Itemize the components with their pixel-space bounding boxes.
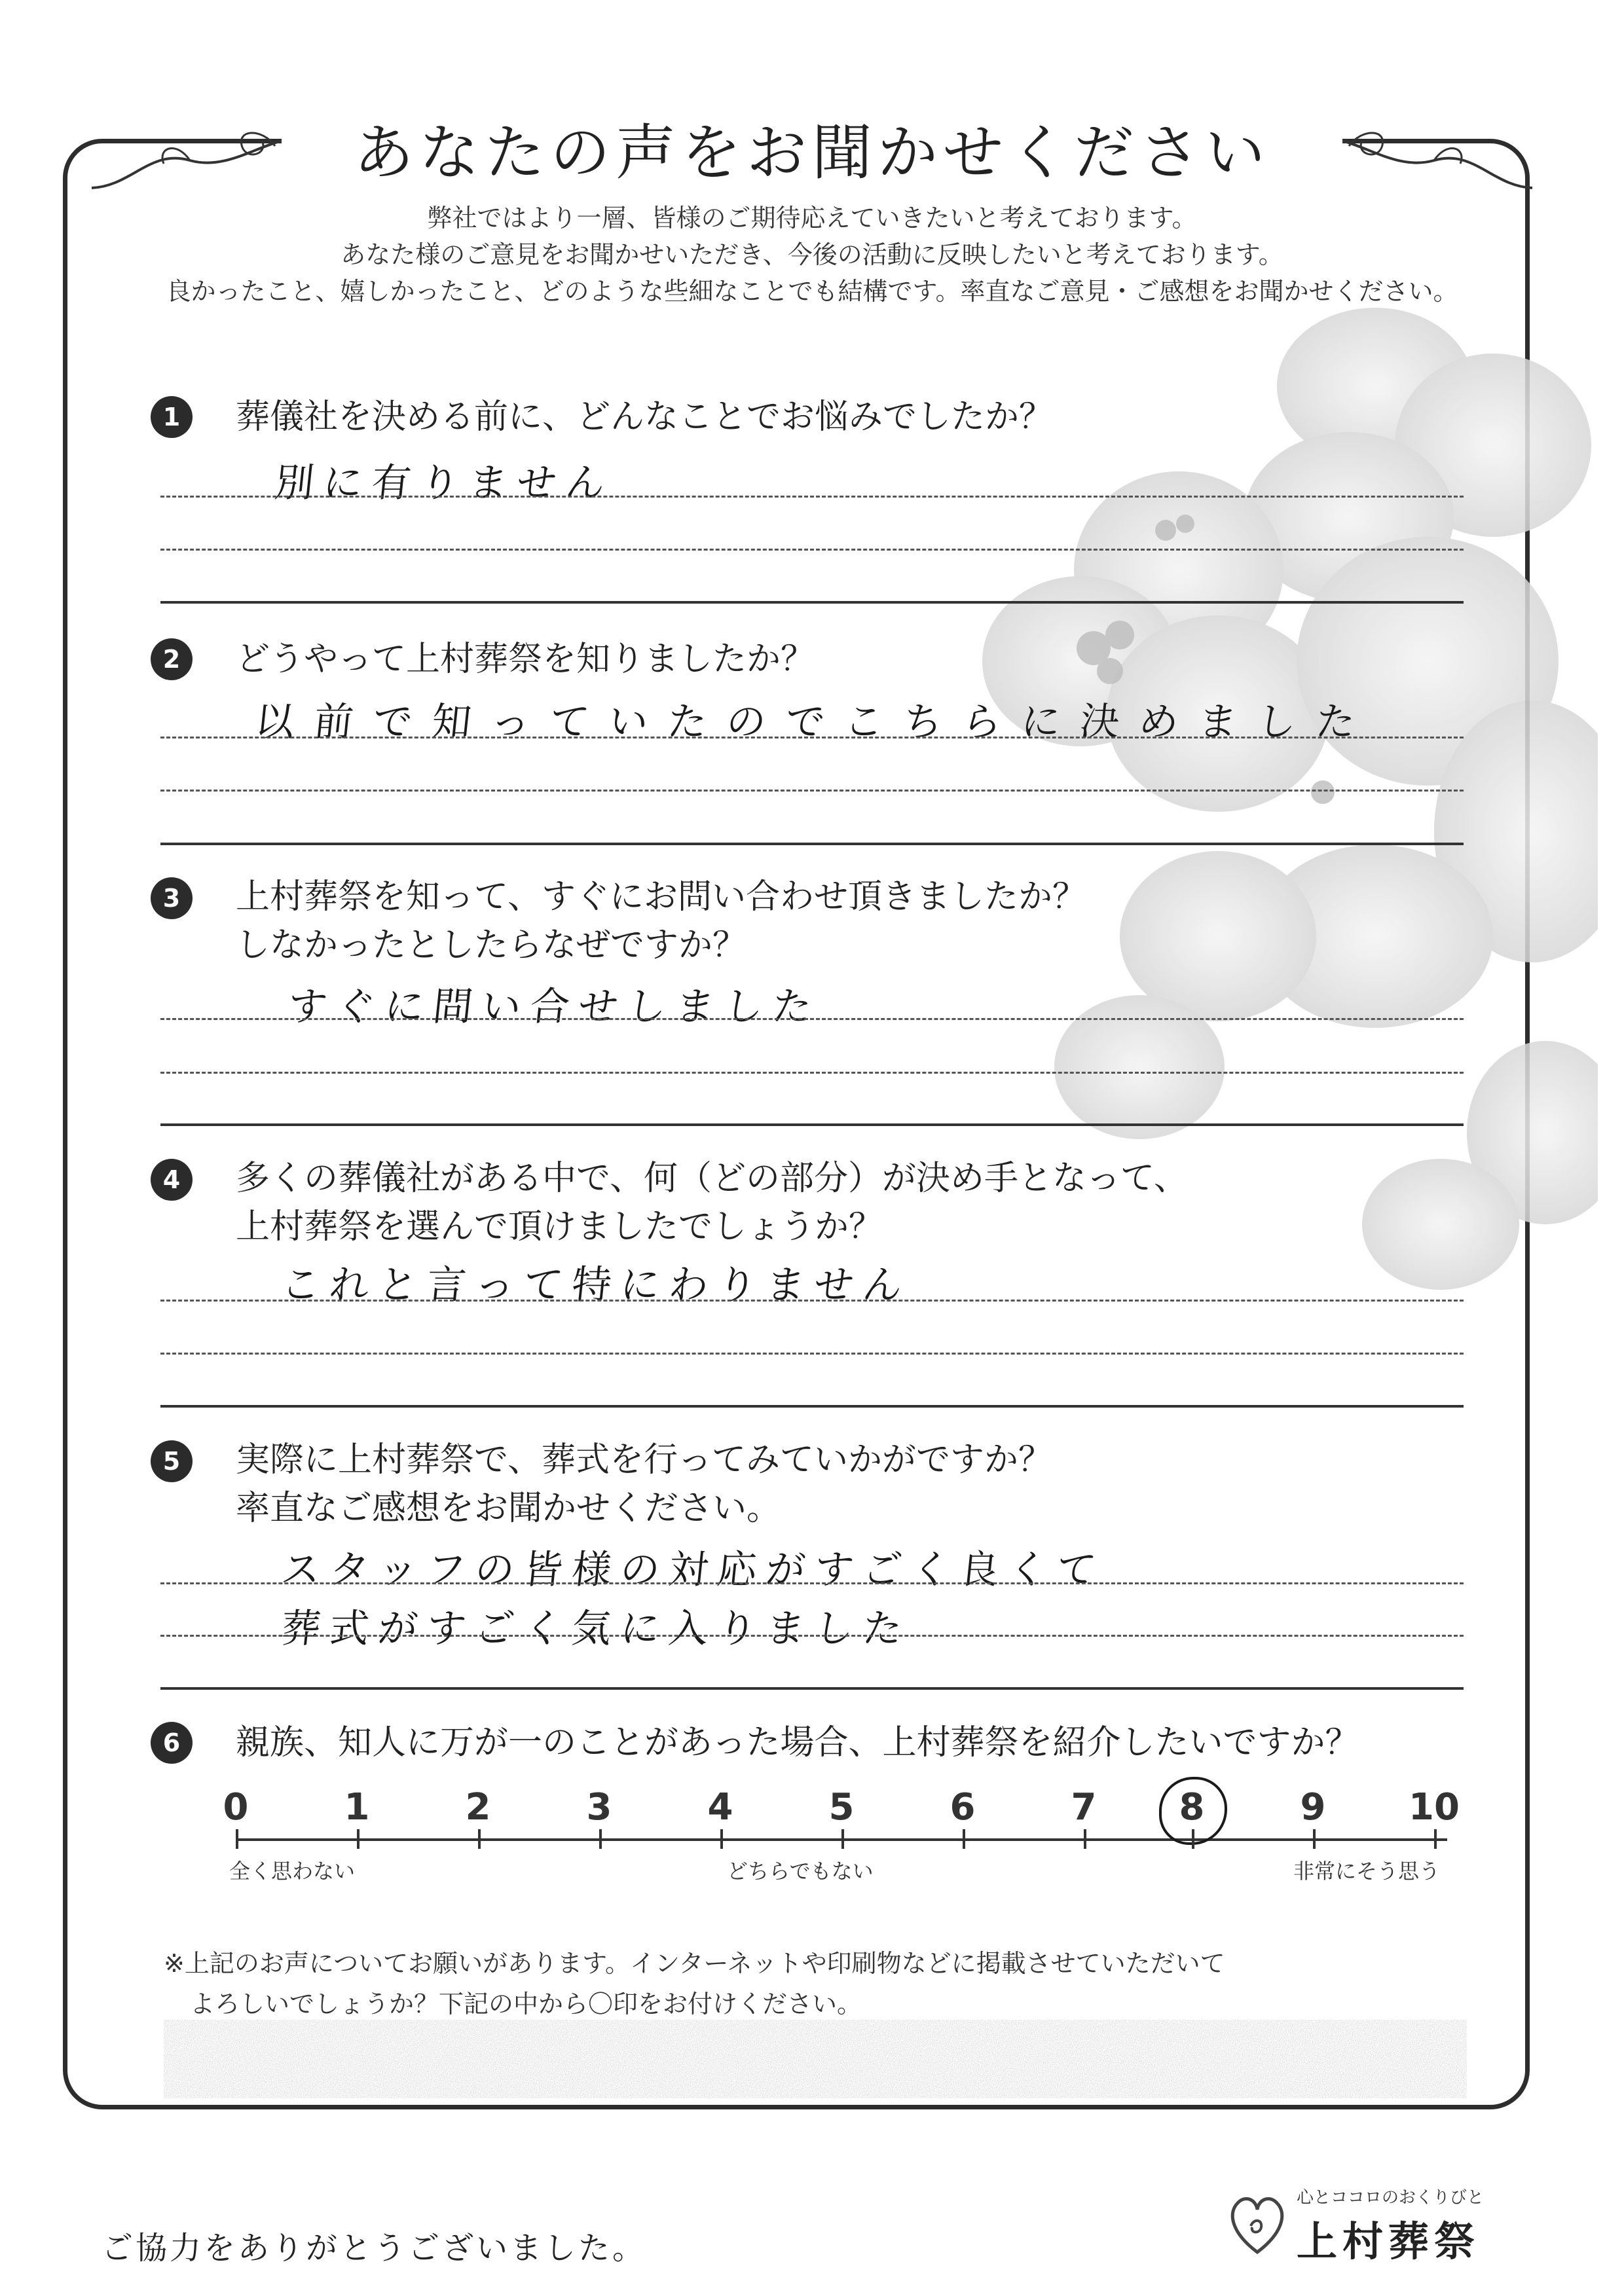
question-number-badge: 2 <box>151 638 193 680</box>
company-logo <box>1218 2180 1519 2265</box>
scale-tick <box>1313 1829 1316 1849</box>
section-divider <box>160 843 1464 845</box>
notice-line: よろしいでしょうか？下記の中から〇印をお付けください。 <box>190 1990 862 2018</box>
answer-line <box>160 790 1464 792</box>
logo-tagline: 心とココロのおくりびと <box>1297 2188 1485 2208</box>
question-text: どうやって上村葬祭を知りましたか？ <box>236 640 815 679</box>
answer-line <box>160 549 1464 551</box>
question-text: 多くの葬儀社がある中で、何（どの部分）が決め手となって、 <box>236 1159 1188 1198</box>
thank-you-message: ご協力をありがとうございました。 <box>101 2230 647 2267</box>
scale-tick <box>963 1829 965 1849</box>
question-number-badge: 6 <box>151 1722 193 1764</box>
intro-line: 良かったこと、嬉しかったこと、どのような些細なことでも結構です。率直なご意見・ご感想をお聞かせください。 <box>166 277 1458 306</box>
scale-value-7[interactable]: 7 <box>1071 1786 1097 1829</box>
question-number-badge: 1 <box>151 396 193 438</box>
logo-company-name: 上村葬祭 <box>1297 2217 1481 2265</box>
redacted-consent-area <box>164 2020 1467 2098</box>
intro-line: 弊社ではより一層、皆様のご期待応えていきたいと考えております。 <box>427 204 1197 232</box>
handwritten-answer: 以前で知っていたのでこちらに決めました <box>252 699 1378 745</box>
scale-tick <box>357 1829 360 1849</box>
question-text: しなかったとしたらなぜですか？ <box>236 926 747 965</box>
question-number-badge: 3 <box>151 877 193 919</box>
publication-notice <box>164 1943 1225 2024</box>
intro-line: あなた様のご意見をお聞かせいただき、今後の活動に反映したいと考えております。 <box>341 240 1283 269</box>
handwritten-answer: スタッフの皆様の対応がすごく良くて <box>278 1547 1108 1593</box>
section-divider <box>160 1123 1464 1126</box>
scale-value-3[interactable]: 3 <box>586 1786 612 1829</box>
answer-line <box>160 1353 1464 1355</box>
question-text: 葬儀社を決める前に、どんなことでお悩みでしたか？ <box>236 397 1054 437</box>
scale-tick <box>841 1829 844 1849</box>
scale-value-8[interactable]: 8 <box>1179 1786 1205 1829</box>
intro-text <box>131 200 1493 310</box>
scale-label-low: 全く思わない <box>229 1859 356 1884</box>
page-title: あなたの声をお聞かせください <box>353 118 1270 188</box>
handwritten-answer: すぐに問い合せしました <box>285 984 824 1030</box>
question-text: 実際に上村葬祭で、葬式を行ってみていかがですか？ <box>236 1440 1052 1480</box>
scale-label-mid: どちらでもない <box>727 1859 874 1884</box>
scale-tick <box>1192 1829 1194 1849</box>
scale-tick <box>1084 1829 1086 1849</box>
scale-tick <box>1434 1829 1437 1849</box>
question-text: 率直なご感想をお聞かせください。 <box>236 1489 781 1528</box>
scale-label-high: 非常にそう思う <box>1293 1859 1441 1884</box>
scale-value-6[interactable]: 6 <box>950 1786 976 1829</box>
scale-tick <box>478 1829 481 1849</box>
notice-line: ※上記のお声についてお願いがあります。インターネットや印刷物などに掲載させていただいて <box>164 1949 1225 1978</box>
section-divider <box>160 1687 1464 1690</box>
answer-line <box>160 1072 1464 1074</box>
section-divider <box>160 601 1464 604</box>
answer-line <box>160 496 1464 498</box>
scale-value-10[interactable]: 10 <box>1409 1786 1460 1829</box>
answer-line <box>160 1635 1464 1637</box>
scale-value-5[interactable]: 5 <box>828 1786 855 1829</box>
answer-line <box>160 737 1464 738</box>
rating-scale <box>223 1786 1460 1917</box>
scale-value-2[interactable]: 2 <box>465 1786 491 1829</box>
scale-value-4[interactable]: 4 <box>707 1786 733 1829</box>
answer-line <box>160 1582 1464 1584</box>
question-number-badge: 5 <box>151 1440 193 1482</box>
question-text: 上村葬祭を知って、すぐにお問い合わせ頂きましたか？ <box>236 877 1086 917</box>
answer-line <box>160 1018 1464 1020</box>
question-number-badge: 4 <box>151 1159 193 1201</box>
handwritten-answer: これと言って特にわりません <box>278 1262 914 1308</box>
scale-value-1[interactable]: 1 <box>344 1786 370 1829</box>
scale-value-0[interactable]: 0 <box>223 1786 249 1829</box>
question-text: 親族、知人に万が一のことがあった場合、上村葬祭を紹介したいですか？ <box>236 1723 1359 1762</box>
scale-tick <box>720 1829 723 1849</box>
title-container <box>282 98 1342 196</box>
handwritten-answer: 葬式がすごく気に入りました <box>278 1606 914 1652</box>
answer-line <box>160 1300 1464 1302</box>
section-divider <box>160 1405 1464 1408</box>
scale-tick <box>236 1829 238 1849</box>
heart-logo-icon <box>1225 2187 1290 2259</box>
scale-tick <box>599 1829 602 1849</box>
scale-value-9[interactable]: 9 <box>1300 1786 1326 1829</box>
question-text: 上村葬祭を選んで頂けましたでしょうか？ <box>236 1207 883 1247</box>
handwritten-answer: 別に有りません <box>272 460 617 506</box>
